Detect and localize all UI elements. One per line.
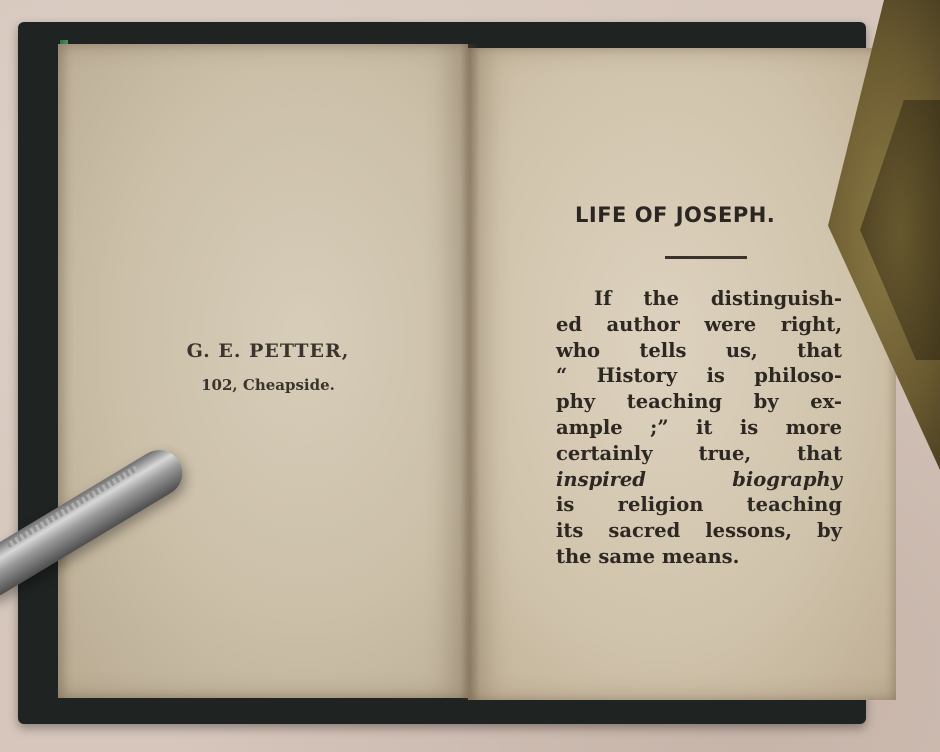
- text-line: certainly true, that: [556, 441, 842, 465]
- text-line: ample ;” it is more: [556, 415, 842, 439]
- book-gutter: [460, 44, 480, 700]
- text-line: If the distinguish-: [594, 287, 842, 310]
- text-line: its sacred lessons, by: [556, 519, 842, 543]
- text-line: who tells us, that: [556, 338, 842, 362]
- text-line: inspired biography: [556, 467, 842, 491]
- title-rule: [665, 256, 747, 259]
- printer-name: G. E. PETTER,: [186, 340, 350, 362]
- text-line: “ History is philoso-: [556, 364, 842, 388]
- page-title: LIFE OF JOSEPH.: [575, 203, 776, 227]
- imprint: [108, 340, 428, 394]
- text-line: the same means.: [556, 544, 740, 568]
- text-line: phy teaching by ex-: [556, 390, 842, 414]
- printer-address: 102, Cheapside.: [201, 376, 335, 394]
- text-line: ed author were right,: [556, 312, 842, 336]
- text-line: is religion teaching: [556, 493, 842, 517]
- body-text: [556, 286, 842, 570]
